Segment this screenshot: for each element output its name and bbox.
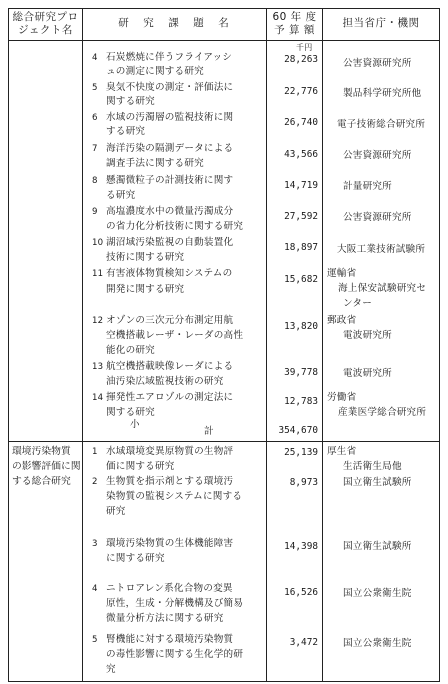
budget-amount: 43,566 [284, 149, 318, 160]
row-number: 10 [92, 238, 104, 248]
agency-institute: 公害資源研究所 [343, 212, 412, 223]
row-title-line: 石炭燃焼に伴うフライアッシ [106, 52, 233, 63]
row-title-line: 環境汚染物質の生体機能障害 [106, 538, 234, 549]
row-title-line: 研究 [106, 506, 126, 517]
agency-institute-cont: ンター [343, 298, 372, 309]
agency-institute: 国立衛生試験所 [343, 477, 412, 488]
row-title-line: 関する研究 [106, 407, 155, 418]
agency-institute: 電波研究所 [343, 368, 392, 379]
row-title-line: 懸濁微粒子の計測技術に関す [106, 175, 234, 186]
row-title [92, 141, 233, 157]
table-top-rule [8, 8, 440, 9]
agency-institute: 海上保安試験研究セ [338, 283, 427, 294]
header-rule [8, 40, 440, 41]
row-title [92, 235, 233, 251]
table-bottom-rule [8, 681, 440, 682]
subtotal-label-2: 計 [204, 426, 214, 437]
row-title-line: ュの測定に関する研究 [106, 66, 204, 77]
row-number: 7 [92, 144, 98, 154]
agency-institute: 電波研究所 [343, 330, 392, 341]
budget-amount: 25,139 [284, 447, 318, 458]
agency-institute: 計量研究所 [343, 181, 392, 192]
row-title-line: 生物質を指示剤とする環境汚 [106, 476, 234, 487]
agency-institute: 国立公衆衛生院 [343, 588, 412, 599]
row-title-line: 関する研究 [106, 96, 155, 107]
row-number: 14 [92, 393, 104, 403]
row-title-line: 航空機搭載映像レーダによる [106, 361, 234, 372]
row-title [92, 313, 233, 329]
row-title-line: の省力化分析技術に関する研究 [106, 221, 244, 232]
header-project-line2: ジェクト名 [18, 24, 73, 36]
project-name-line: する総合研究 [12, 476, 71, 487]
budget-amount: 13,820 [284, 321, 318, 332]
row-title-line: 原性，生成・分解機構及び簡易 [106, 598, 244, 609]
row-title [92, 536, 233, 552]
row-title-line: 海洋汚染の隔測データによる [106, 143, 234, 154]
row-title-line: に関する研究 [106, 553, 165, 564]
row-title-line: 湖沼域汚染監視の自動装置化 [106, 237, 234, 248]
budget-amount: 16,526 [284, 587, 318, 598]
row-title-line: ニトロアレン系化合物の変異 [106, 583, 233, 594]
header-project [9, 11, 82, 37]
header-agency: 担当省庁・機関 [342, 17, 420, 29]
header-budget-line2: 予 算 額 [274, 24, 315, 36]
row-title-line: 微量分析方法に関する研究 [106, 613, 224, 624]
subtotal-label: 小 [130, 419, 140, 430]
col-rule-2 [266, 8, 267, 681]
budget-amount: 14,398 [284, 541, 318, 552]
agency-institute: 大阪工業技術試験所 [337, 244, 426, 255]
row-title [92, 581, 233, 597]
agency-institute: 国立公衆衛生院 [343, 638, 412, 649]
row-title-line: 水域の汚濁層の監視技術に関 [106, 112, 234, 123]
agency-institute: 生活衛生局他 [343, 461, 402, 472]
agency-institute: 公害資源研究所 [343, 58, 412, 69]
row-title [92, 474, 233, 490]
row-title-line: る研究 [106, 190, 136, 201]
row-title-line: の毒性影響に関する生化学的研 [106, 649, 244, 660]
row-number: 2 [92, 477, 98, 487]
row-title-line: 究 [106, 664, 116, 675]
budget-amount: 12,783 [284, 396, 318, 407]
row-title [92, 444, 233, 460]
budget-amount: 14,719 [284, 180, 318, 191]
row-number: 9 [92, 207, 98, 217]
group-divider-rule [8, 441, 440, 442]
row-title-line: する研究 [106, 126, 146, 137]
row-title-line: 腎機能に対する環境汚染物質 [106, 634, 234, 645]
row-title [92, 632, 233, 648]
table-left-rule [8, 8, 9, 681]
row-number: 13 [92, 362, 104, 372]
header-budget [267, 11, 322, 37]
row-title-line: 能化の研究 [106, 345, 155, 356]
row-number: 1 [92, 447, 98, 457]
budget-amount: 28,263 [284, 54, 318, 65]
header-budget-line1: 60 年 度 [272, 11, 317, 23]
row-title [92, 266, 232, 282]
unit-label: 千円 [296, 43, 313, 52]
row-title-line: 油汚染広域監視技術の研究 [106, 376, 224, 387]
agency-institute: 産業医学総合研究所 [338, 407, 427, 418]
row-title-line: 染物質の監視システムに関する [106, 491, 243, 502]
row-title-line: 臭気不快度の測定・評価法に [106, 82, 234, 93]
agency-institute: 製品科学研究所他 [343, 88, 422, 99]
row-number: 5 [92, 83, 98, 93]
table-right-rule [439, 8, 440, 681]
col-rule-3 [322, 8, 323, 681]
row-title-line: 開発に関する研究 [106, 284, 185, 295]
row-title-line: 有害液体物質検知システムの [106, 268, 233, 279]
agency-ministry: 厚生省 [327, 446, 357, 457]
col-rule-1 [82, 8, 83, 681]
row-number: 4 [92, 53, 98, 63]
row-title-line: 調査手法に関する研究 [106, 158, 204, 169]
budget-amount: 15,682 [284, 274, 318, 285]
row-number: 4 [92, 584, 98, 594]
row-title-line: 揮発性エアロゾルの測定法に [106, 392, 234, 403]
row-title-line: オゾンの三次元分布測定用航 [106, 315, 234, 326]
row-number: 11 [92, 269, 104, 279]
row-number: 3 [92, 539, 98, 549]
row-title [92, 204, 233, 220]
agency-institute: 電子技術総合研究所 [337, 119, 426, 130]
row-title-line: 空機搭載レーザ・レーダの高性 [106, 330, 244, 341]
row-number: 12 [92, 316, 104, 326]
header-project-line1: 総合研究プロ [12, 11, 79, 23]
agency-ministry: 労働省 [327, 392, 357, 403]
agency-ministry: 運輸省 [327, 268, 357, 279]
row-title-line: 高塩濃度水中の微量汚濁成分 [106, 206, 234, 217]
budget-amount: 27,592 [284, 211, 318, 222]
agency-ministry: 郵政省 [327, 315, 357, 326]
subtotal-amount: 354,670 [278, 425, 318, 436]
row-number: 6 [92, 113, 98, 123]
row-title [92, 173, 233, 189]
row-number: 8 [92, 176, 98, 186]
budget-amount: 3,472 [289, 637, 318, 648]
budget-amount: 22,776 [284, 86, 318, 97]
budget-amount: 39,778 [284, 367, 318, 378]
row-title-line: 水域環境変異原物質の生物評 [106, 446, 234, 457]
row-number: 5 [92, 635, 98, 645]
project-name-line: 環境汚染物質 [12, 446, 71, 457]
budget-amount: 18,897 [284, 242, 318, 253]
row-title-line: 技術に関する研究 [106, 252, 185, 263]
row-title-line: 価に関する研究 [106, 461, 175, 472]
header-title: 研 究 課 題 名 [118, 17, 231, 29]
budget-amount: 8,973 [289, 477, 318, 488]
agency-institute: 国立衛生試験所 [343, 541, 412, 552]
row-title [92, 390, 233, 406]
agency-institute: 公害資源研究所 [343, 150, 412, 161]
project-name-line: の影響評価に関 [12, 461, 81, 472]
budget-amount: 26,740 [284, 117, 318, 128]
row-title [92, 359, 233, 375]
